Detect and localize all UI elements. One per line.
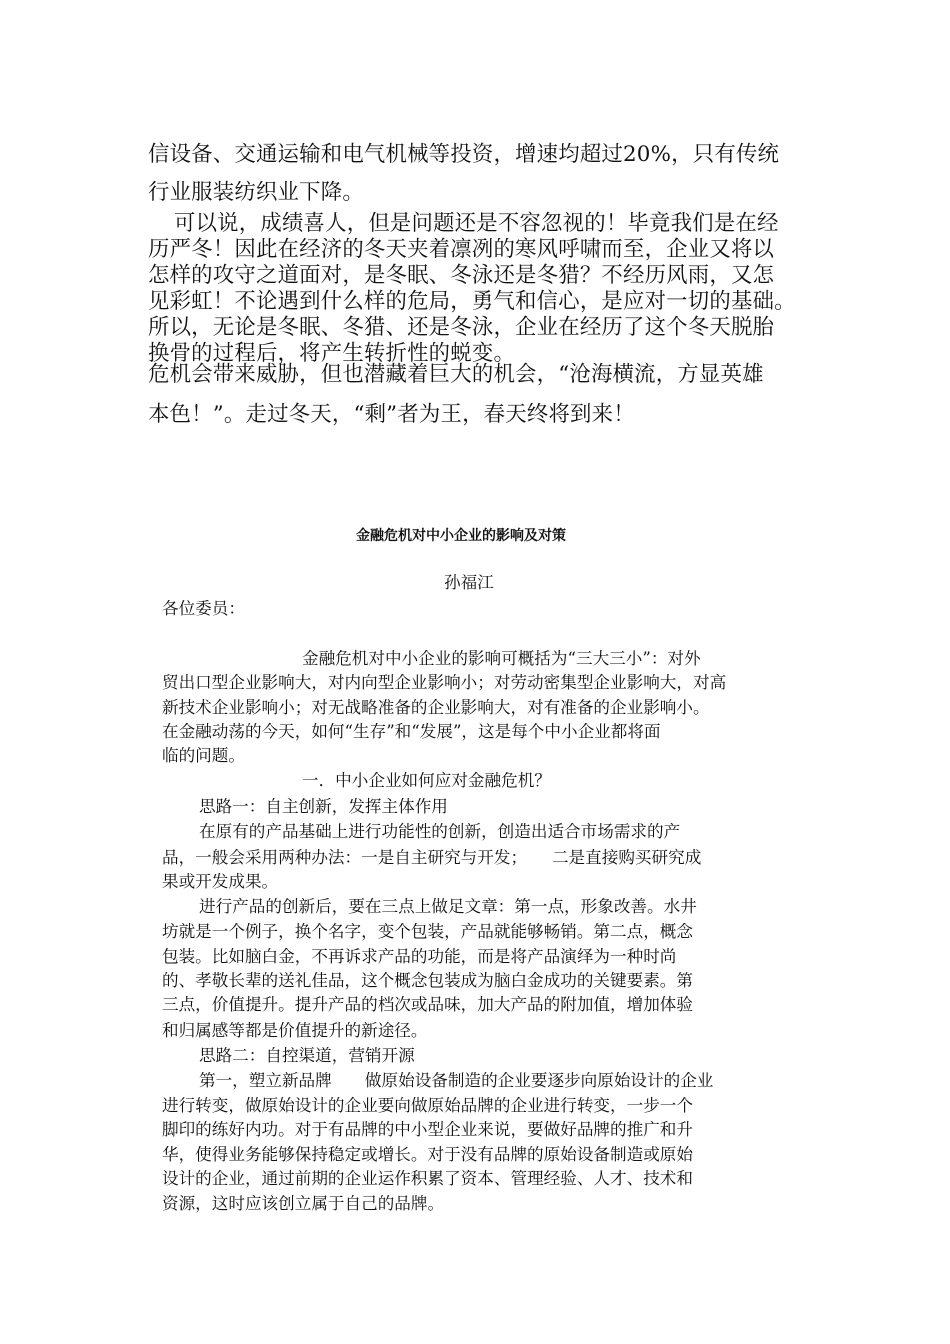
paragraph-line: 包装。比如脑白金，不再诉求产品的功能，而是将产品演绎为一种时尚 [162,947,677,966]
paragraph-line: 怎样的攻守之道面对，是冬眠、冬泳还是冬猎？不经历风雨，又怎 [148,263,775,288]
paragraph-line: 进行产品的创新后，要在三点上做足文章：第一点，形象改善。水井 [199,897,697,916]
paragraph-line: 贸出口型企业影响大，对内向型企业影响小；对劳动密集型企业影响大，对高 [162,673,727,692]
paragraph-line: 本色！”。走过冬天，“剩”者为王，春天终将到来！ [148,402,635,427]
paragraph-line: 在原有的产品基础上进行功能性的创新，创造出适合市场需求的产 [199,822,681,841]
paragraph-line: 行业服装纺织业下降。 [148,180,364,205]
subheading: 思路二：自控渠道，营销开源 [199,1046,415,1065]
paragraph-line: 新技术企业影响小；对无战略准备的企业影响大，对有准备的企业影响小。 [162,698,710,717]
paragraph-line: 三点，价值提升。提升产品的档次或品味，加大产品的附加值，增加体验 [162,995,693,1014]
paragraph-line: 和归属感等都是价值提升的新途径。 [162,1021,428,1040]
paragraph-line: 金融危机对中小企业的影响可概括为“三大三小”：对外 [302,649,701,668]
paragraph-line: 换骨的过程后，将产生转折性的蜕变。 [148,341,516,366]
paragraph-line: 设计的企业，通过前期的企业运作积累了资本、管理经验、人才、技术和 [162,1169,693,1188]
paragraph-line: 历严冬！因此在经济的冬天夹着凛冽的寒风呼啸而至，企业又将以 [148,237,775,262]
paragraph-line: 见彩虹！不论遇到什么样的危局，勇气和信心，是应对一切的基础。 [148,289,796,314]
paragraph-line: 资源，这时应该创立属于自己的品牌。 [162,1194,445,1213]
article-author: 孙福江 [444,573,494,592]
paragraph-line: 的、孝敬长辈的送礼佳品，这个概念包装成为脑白金成功的关键要素。第 [162,971,693,990]
paragraph-line: 果或开发成果。 [162,872,279,891]
paragraph-line: 品，一般会采用两种办法：一是自主研究与开发； 二是直接购买研究成 [162,848,702,867]
subheading: 思路一：自主创新，发挥主体作用 [199,797,448,816]
paragraph-line: 进行转变，做原始设计的企业要向做原始品牌的企业进行转变，一步一个 [162,1096,693,1115]
paragraph-line: 坊就是一个例子，换个名字，变个包装，产品就能够畅销。第二点，概念 [162,922,693,941]
section-heading: 一．中小企业如何应对金融危机？ [302,771,551,790]
salutation: 各位委员： [162,599,245,618]
paragraph-line: 脚印的练好内功。对于有品牌的中小型企业来说，要做好品牌的推广和升 [162,1120,693,1139]
paragraph-line: 临的问题。 [162,746,245,765]
paragraph-line: 在金融动荡的今天，如何“生存”和“发展”，这是每个中小企业都将面 [162,722,661,741]
paragraph-line: 所以，无论是冬眠、冬猎、还是冬泳，企业在经历了这个冬天脱胎 [148,315,775,340]
paragraph-line: 第一，塑立新品牌 做原始设备制造的企业要逐步向原始设计的企业 [199,1071,714,1090]
article-title: 金融危机对中小企业的影响及对策 [356,528,566,544]
paragraph-line: 信设备、交通运输和电气机械等投资，增速均超过20%，只有传统 [148,142,780,167]
paragraph-line: 华，使得业务能够保持稳定或增长。对于没有品牌的原始设备制造或原始 [162,1145,693,1164]
paragraph-line: 可以说，成绩喜人，但是问题还是不容忽视的！毕竟我们是在经 [174,211,779,236]
paragraph-line: 危机会带来威胁，但也潜藏着巨大的机会，“沧海横流，方显英雄 [148,362,764,387]
